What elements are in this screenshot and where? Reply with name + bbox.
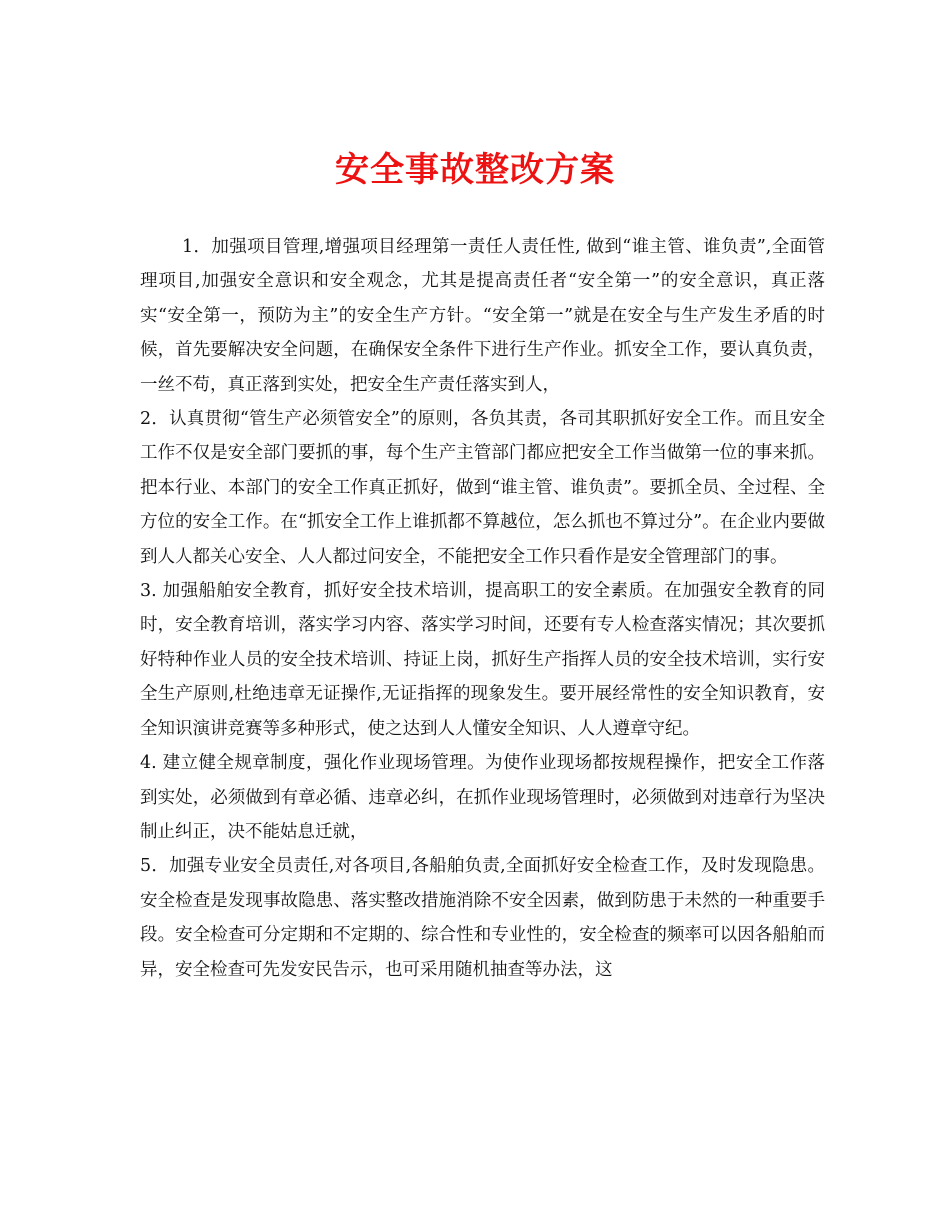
paragraph-1: 1．加强项目管理,增强项目经理第一责任人责任性, 做到“谁主管、谁负责”,全面管理项目,加强安全意识和安全观念，尤其是提高责任者“安全第一”的安全意识，真正落实“安全第一，预防为主”的安全生产方针。“安全第一”就是在安全与生产发生矛盾的时候，首先要解决安全问题，在确保安全条件下进行生产作业。抓安全工作，要认真负责，一丝不苟，真正落到实处，把安全生产责任落实到人， — [140, 237, 825, 395]
paragraph-3: 3. 加强船舶安全教育，抓好安全技术培训，提高职工的安全素质。在加强安全教育的同时，安全教育培训，落实学习内容、落实学习时间，还要有专人检查落实情况；其次要抓好特种作业人员的安全技术培训、持证上岗，抓好生产指挥人员的安全技术培训，实行安全生产原则,杜绝违章无证操作,无证指挥的现象发生。要开展经常性的安全知识教育，安全知识演讲竞赛等多种形式，使之达到人人懂安全知识、人人遵章守纪。 — [140, 581, 825, 739]
document-body — [140, 230, 825, 987]
paragraph-5: 5．加强专业安全员责任,对各项目,各船舶负责,全面抓好安全检查工作，及时发现隐患。安全检查是发现事故隐患、落实整改措施消除不安全因素，做到防患于未然的一种重要手段。安全检查可分定期和不定期的、综合性和专业性的，安全检查的频率可以因各船舶而异，安全检查可先发安民告示，也可采用随机抽查等办法，这 — [140, 856, 825, 980]
document-title: 安全事故整改方案 — [335, 149, 615, 190]
paragraph-4: 4. 建立健全规章制度，强化作业现场管理。为使作业现场都按规程操作，把安全工作落到实处，必须做到有章必循、违章必纠，在抓作业现场管理时，必须做到对违章行为坚决制止纠正，决不能姑息迁就， — [140, 753, 825, 842]
paragraph-2: 2．认真贯彻“管生产必须管安全”的原则，各负其责，各司其职抓好安全工作。而且安全工作不仅是安全部门要抓的事，每个生产主管部门都应把安全工作当做第一位的事来抓。把本行业、本部门的安全工作真正抓好，做到“谁主管、谁负责”。要抓全员、全过程、全方位的安全工作。在“抓安全工作上谁抓都不算越位，怎么抓也不算过分”。在企业内要做到人人都关心安全、人人都过问安全，不能把安全工作只看作是安全管理部门的事。 — [140, 409, 825, 567]
